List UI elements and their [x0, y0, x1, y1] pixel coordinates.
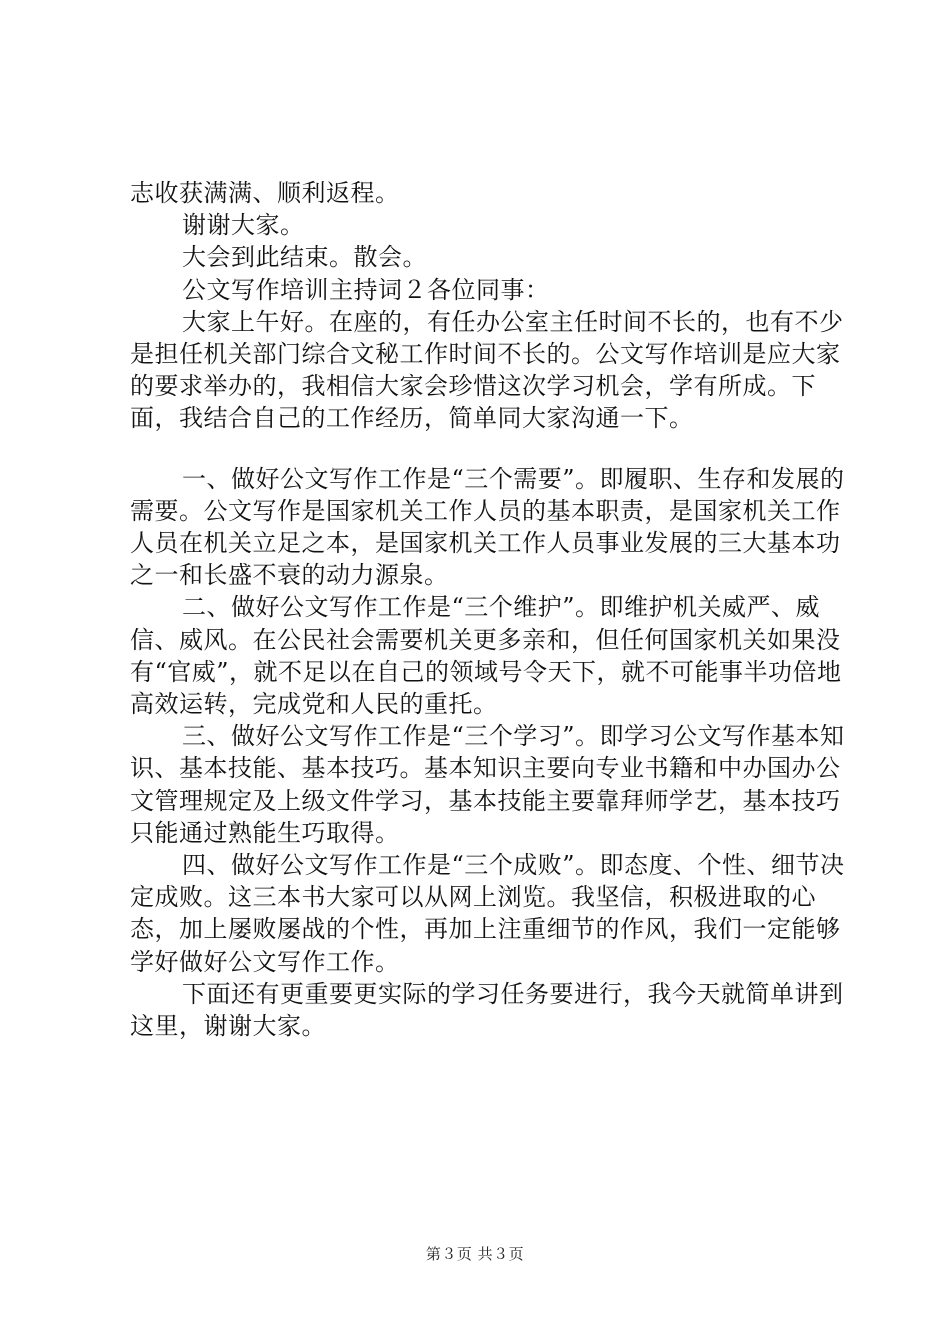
paragraph-point-one: 一、做好公文写作工作是“三个需要”。即履职、生存和发展的需要。公文写作是国家机关工作人员的基本职责，是国家机关工作人员在机关立足之本，是国家机关工作人员事业发展的三大基本功之一和长盛不衰的动力源泉。 [130, 464, 845, 590]
paragraph-greeting: 大家上午好。在座的，有任办公室主任时间不长的，也有不少是担任机关部门综合文秘工作时间不长的。公文写作培训是应大家的要求举办的，我相信大家会珍惜这次学习机会，学有所成。下面，我结合自己的工作经历，简单同大家沟通一下。 [130, 307, 844, 433]
paragraph-section-heading: 公文写作培训主持词２各位同事： [182, 275, 550, 304]
paragraph-point-four: 四、做好公文写作工作是“三个成败”。即态度、个性、细节决定成败。这三本书大家可以从网上浏览。我坚信，积极进取的心态，加上屡败屡战的个性，再加上注重细节的作风，我们一定能够学好做好公文写作工作。 [130, 851, 845, 976]
paragraph-thanks: 谢谢大家。 [182, 211, 305, 240]
paragraph-point-three: 三、做好公文写作工作是“三个学习”。即学习公文写作基本知识、基本技能、基本技巧。基本知识主要向专业书籍和中办国办公文管理规定及上级文件学习，基本技能主要靠拜师学艺，基本技巧只能通过熟能生巧取得。 [130, 722, 845, 847]
paragraph-conclusion: 下面还有更重要更实际的学习任务要进行，我今天就简单讲到这里，谢谢大家。 [130, 979, 844, 1041]
document-body [130, 177, 850, 1042]
paragraph-closing-wish: 志收获满满、顺利返程。 [130, 179, 400, 207]
page-number-footer: 第３页 共３页 [425, 1245, 525, 1263]
paragraph-point-two: 二、做好公文写作工作是“三个维护”。即维护机关威严、威信、威风。在公民社会需要机关更多亲和，但任何国家机关如果没有“官威”，就不足以在自己的领域号令天下，就不可能事半功倍地高效运转，完成党和人民的重托。 [130, 593, 842, 719]
paragraph-meeting-end: 大会到此结束。散会。 [182, 243, 427, 272]
